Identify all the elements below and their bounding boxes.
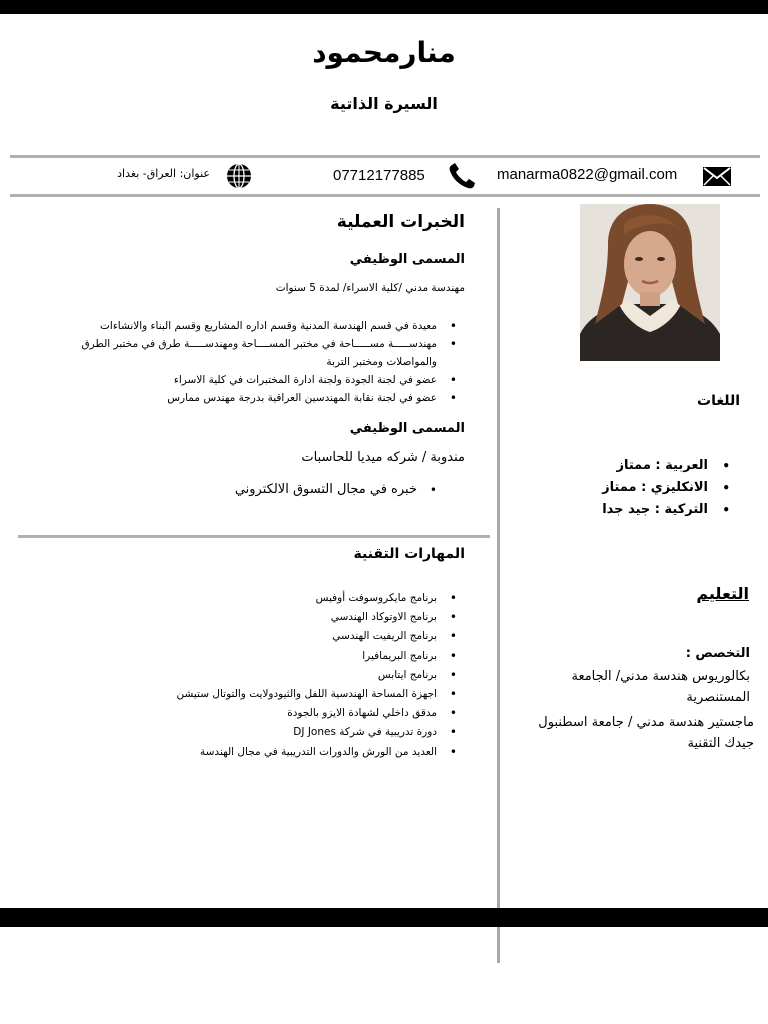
list-item: • عضو في لجنة الجودة ولجنة ادارة المختبرات في كلية الاسراء xyxy=(50,371,465,389)
languages-heading: اللغات xyxy=(697,393,740,409)
job2-duties-list xyxy=(150,480,445,500)
list-item: • برنامج البريمافيرا xyxy=(120,647,465,666)
job1-position: مهندسة مدني /كلية الاسراء/ لمدة 5 سنوات xyxy=(275,282,465,294)
globe-icon xyxy=(225,163,253,189)
contact-bottom-divider xyxy=(10,194,760,197)
list-item: • مدقق داخلي لشهادة الايزو بالجودة xyxy=(120,704,465,723)
education-heading: التعليم xyxy=(696,584,749,603)
list-item: • برنامج الاوتوكاد الهندسي xyxy=(120,608,465,627)
languages-list xyxy=(560,455,740,521)
degree-bachelor: بكالوريوس هندسة مدني/ الجامعة المستنصرية xyxy=(571,669,750,705)
list-item: • الانكليزي : ممتاز xyxy=(560,477,740,499)
address-text: عنوان: العراق- بغداد xyxy=(117,167,210,180)
list-item: • دورة تدريبية في شركة DJ Jones xyxy=(120,723,465,742)
list-item: • اجهزة المساحة الهندسية اللفل والثيودولايت والتوتال ستيشن xyxy=(120,685,465,704)
list-item: • برنامج مايكروسوفت أوفيس xyxy=(120,589,465,608)
job2-position: مندوبة / شركه ميديا للحاسبات xyxy=(301,450,465,465)
phone-icon xyxy=(447,162,477,190)
skills-list xyxy=(120,589,465,762)
skills-divider xyxy=(18,535,490,538)
experience-heading: الخبرات العملية xyxy=(336,212,465,232)
skills-heading: المهارات التقنية xyxy=(353,546,465,562)
list-item: • العديد من الورش والدورات التدريبية في مجال الهندسة xyxy=(120,743,465,762)
column-divider xyxy=(497,208,500,963)
job1-duties-list xyxy=(50,317,465,407)
list-item: • التركية : جيد جدا xyxy=(560,499,740,521)
profile-photo xyxy=(580,204,720,361)
job1-title-label: المسمى الوظيفي xyxy=(349,252,465,267)
contact-top-divider xyxy=(10,155,760,158)
list-item: • برنامج الريفيت الهندسي xyxy=(120,627,465,646)
email-text[interactable]: manarma0822@gmail.com xyxy=(497,166,678,183)
bottom-black-bar xyxy=(0,908,768,927)
person-name: منارمحمود xyxy=(312,36,456,69)
list-item: • معيدة في قسم الهندسة المدنية وقسم اداره المشاريع وقسم البناء والانشاءات xyxy=(50,317,465,335)
list-item: • العربية : ممتاز xyxy=(560,455,740,477)
specialization-label: التخصص : xyxy=(685,646,750,661)
degree-master: ماجستير هندسة مدني / جامعة اسطنبول جيدك التقنية xyxy=(538,715,754,751)
list-item: • برنامج ايتابس xyxy=(120,666,465,685)
cv-subtitle: السيرة الذاتية xyxy=(330,94,438,113)
phone-text[interactable]: 07712177885 xyxy=(333,167,425,184)
job2-title-label: المسمى الوظيفي xyxy=(349,421,465,436)
envelope-icon xyxy=(703,167,731,186)
list-item: • عضو في لجنة نقابة المهندسين العراقية بدرجة مهندس ممارس xyxy=(50,389,465,407)
list-item: • مهندســـــة مســـــاحة في مختبر المســــاحة ومهندســـــة طرق في مختبر الطرق والمواصلات ومختبر التربة xyxy=(50,335,465,371)
top-black-bar xyxy=(0,0,768,14)
list-item: • خبره في مجال التسوق الالكتروني xyxy=(150,480,445,500)
